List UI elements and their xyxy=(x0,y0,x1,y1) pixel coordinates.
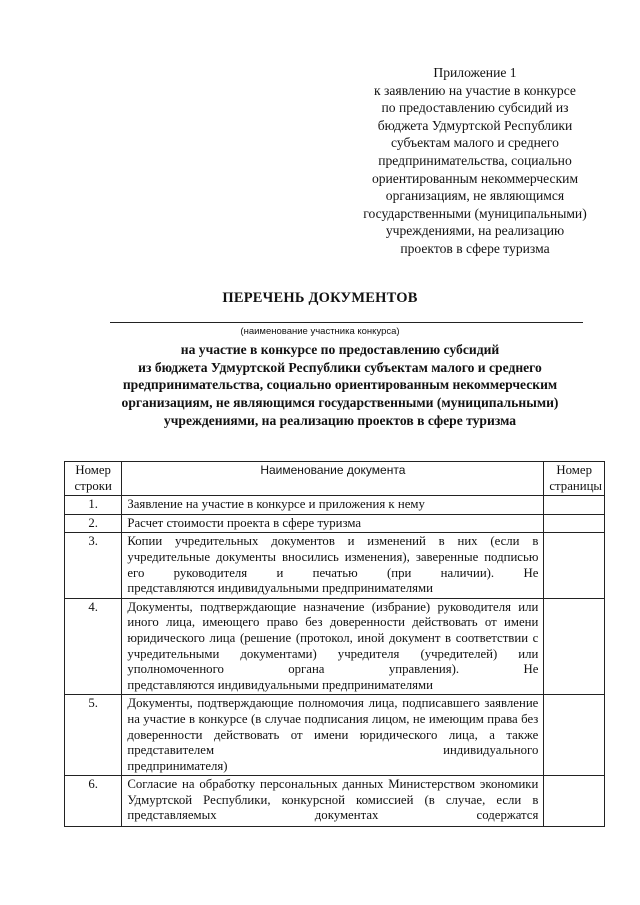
header-page-number-line2: страницы xyxy=(549,478,603,493)
header-row-number-line1: Номер xyxy=(75,463,111,477)
row-number: 5. xyxy=(65,695,122,776)
header-row-number-line2: строки xyxy=(74,478,112,493)
document-title: ПЕРЕЧЕНЬ ДОКУМЕНТОВ xyxy=(222,290,418,306)
document-subtitle xyxy=(60,341,620,430)
document-name-text: Копии учредительных документов и изменений в них (если в учредительные документы вносились изменения), заверенные подписью его руководителя и печатью (при наличии). Не xyxy=(127,534,539,580)
appendix-line: организациям, не являющимся xyxy=(385,188,565,204)
participant-name-line xyxy=(110,322,583,323)
document-name-last-line: представляются индивидуальными предпринимателями xyxy=(127,581,433,596)
appendix-line: по предоставлению субсидий из xyxy=(381,100,569,116)
appendix-line: к заявлению на участие в конкурсе xyxy=(374,82,576,98)
page-number xyxy=(544,533,605,598)
row-number: 2. xyxy=(65,514,122,533)
table-row xyxy=(65,496,605,515)
participant-caption: (наименование участника конкурса) xyxy=(240,326,400,337)
subtitle-line: из бюджета Удмуртской Республики субъектам малого и среднего xyxy=(138,359,542,375)
document-name-text: Документы, подтверждающие назначение (избрание) руководителя или иного лица, имеющего право без доверенности действовать от имени юридического лица (решение (протокол, иной документ в соответствии с учредительными документами) учредителя (учредителей) или уполномоченного органа управления). Не xyxy=(127,599,539,677)
appendix-line: предпринимательства, социально xyxy=(378,152,572,168)
page-number xyxy=(544,598,605,695)
row-number: 6. xyxy=(65,776,122,827)
subtitle-line: организациям, не являющимся государственными (муниципальными) xyxy=(121,395,559,411)
appendix-line: субъектам малого и среднего xyxy=(391,135,559,151)
document-name: Заявление на участие в конкурсе и приложения к нему xyxy=(122,496,544,515)
document-name-text: Документы, подтверждающие полномочия лица, подписавшего заявление на участие в конкурсе (в случае подписания лицом, не имеющим права без доверенности действовать от имени юридического лица, а также представителем индивидуального xyxy=(127,696,539,758)
appendix-line: Приложение 1 xyxy=(433,65,517,80)
header-document-name: Наименование документа xyxy=(122,462,544,496)
document-name xyxy=(122,533,544,598)
page-number xyxy=(544,496,605,515)
table-header-row xyxy=(65,462,605,496)
document-name-last-line: представляются индивидуальными предпринимателями xyxy=(127,677,433,692)
document-name xyxy=(122,776,544,827)
document-name xyxy=(122,695,544,776)
header-row-number xyxy=(65,462,122,496)
table-row xyxy=(65,533,605,598)
page-number xyxy=(544,695,605,776)
document-name xyxy=(122,598,544,695)
row-number: 3. xyxy=(65,533,122,598)
appendix-line: ориентированным некоммерческим xyxy=(371,170,579,186)
appendix-line: бюджета Удмуртской Республики xyxy=(377,117,573,133)
page-number xyxy=(544,514,605,533)
appendix-line: учреждениями, на реализацию xyxy=(385,223,565,239)
subtitle-line: учреждениями, на реализацию проектов в сфере туризма xyxy=(163,412,517,428)
table-row xyxy=(65,598,605,695)
document-name-text: Согласие на обработку персональных данных Министерством экономики Удмуртской Республики, конкурсной комиссией (в случае, если в представляемых документах содержатся xyxy=(127,777,539,823)
document-name-last-line: предпринимателя) xyxy=(127,758,228,773)
subtitle-line: на участие в конкурсе по предоставлению субсидий xyxy=(180,342,500,357)
row-number: 1. xyxy=(65,496,122,515)
page-number xyxy=(544,776,605,827)
subtitle-line: предпринимательства, социально ориентированным некоммерческим xyxy=(122,377,558,393)
documents-table xyxy=(64,461,605,827)
document-name: Расчет стоимости проекта в сфере туризма xyxy=(122,514,544,533)
table-row xyxy=(65,695,605,776)
appendix-line: государственными (муниципальными) xyxy=(363,205,587,221)
header-page-number-line1: Номер xyxy=(556,463,592,477)
appendix-line: проектов в сфере туризма xyxy=(400,240,550,256)
appendix-note xyxy=(340,64,610,258)
row-number: 4. xyxy=(65,598,122,695)
table-row xyxy=(65,776,605,827)
header-page-number xyxy=(544,462,605,496)
table-row xyxy=(65,514,605,533)
